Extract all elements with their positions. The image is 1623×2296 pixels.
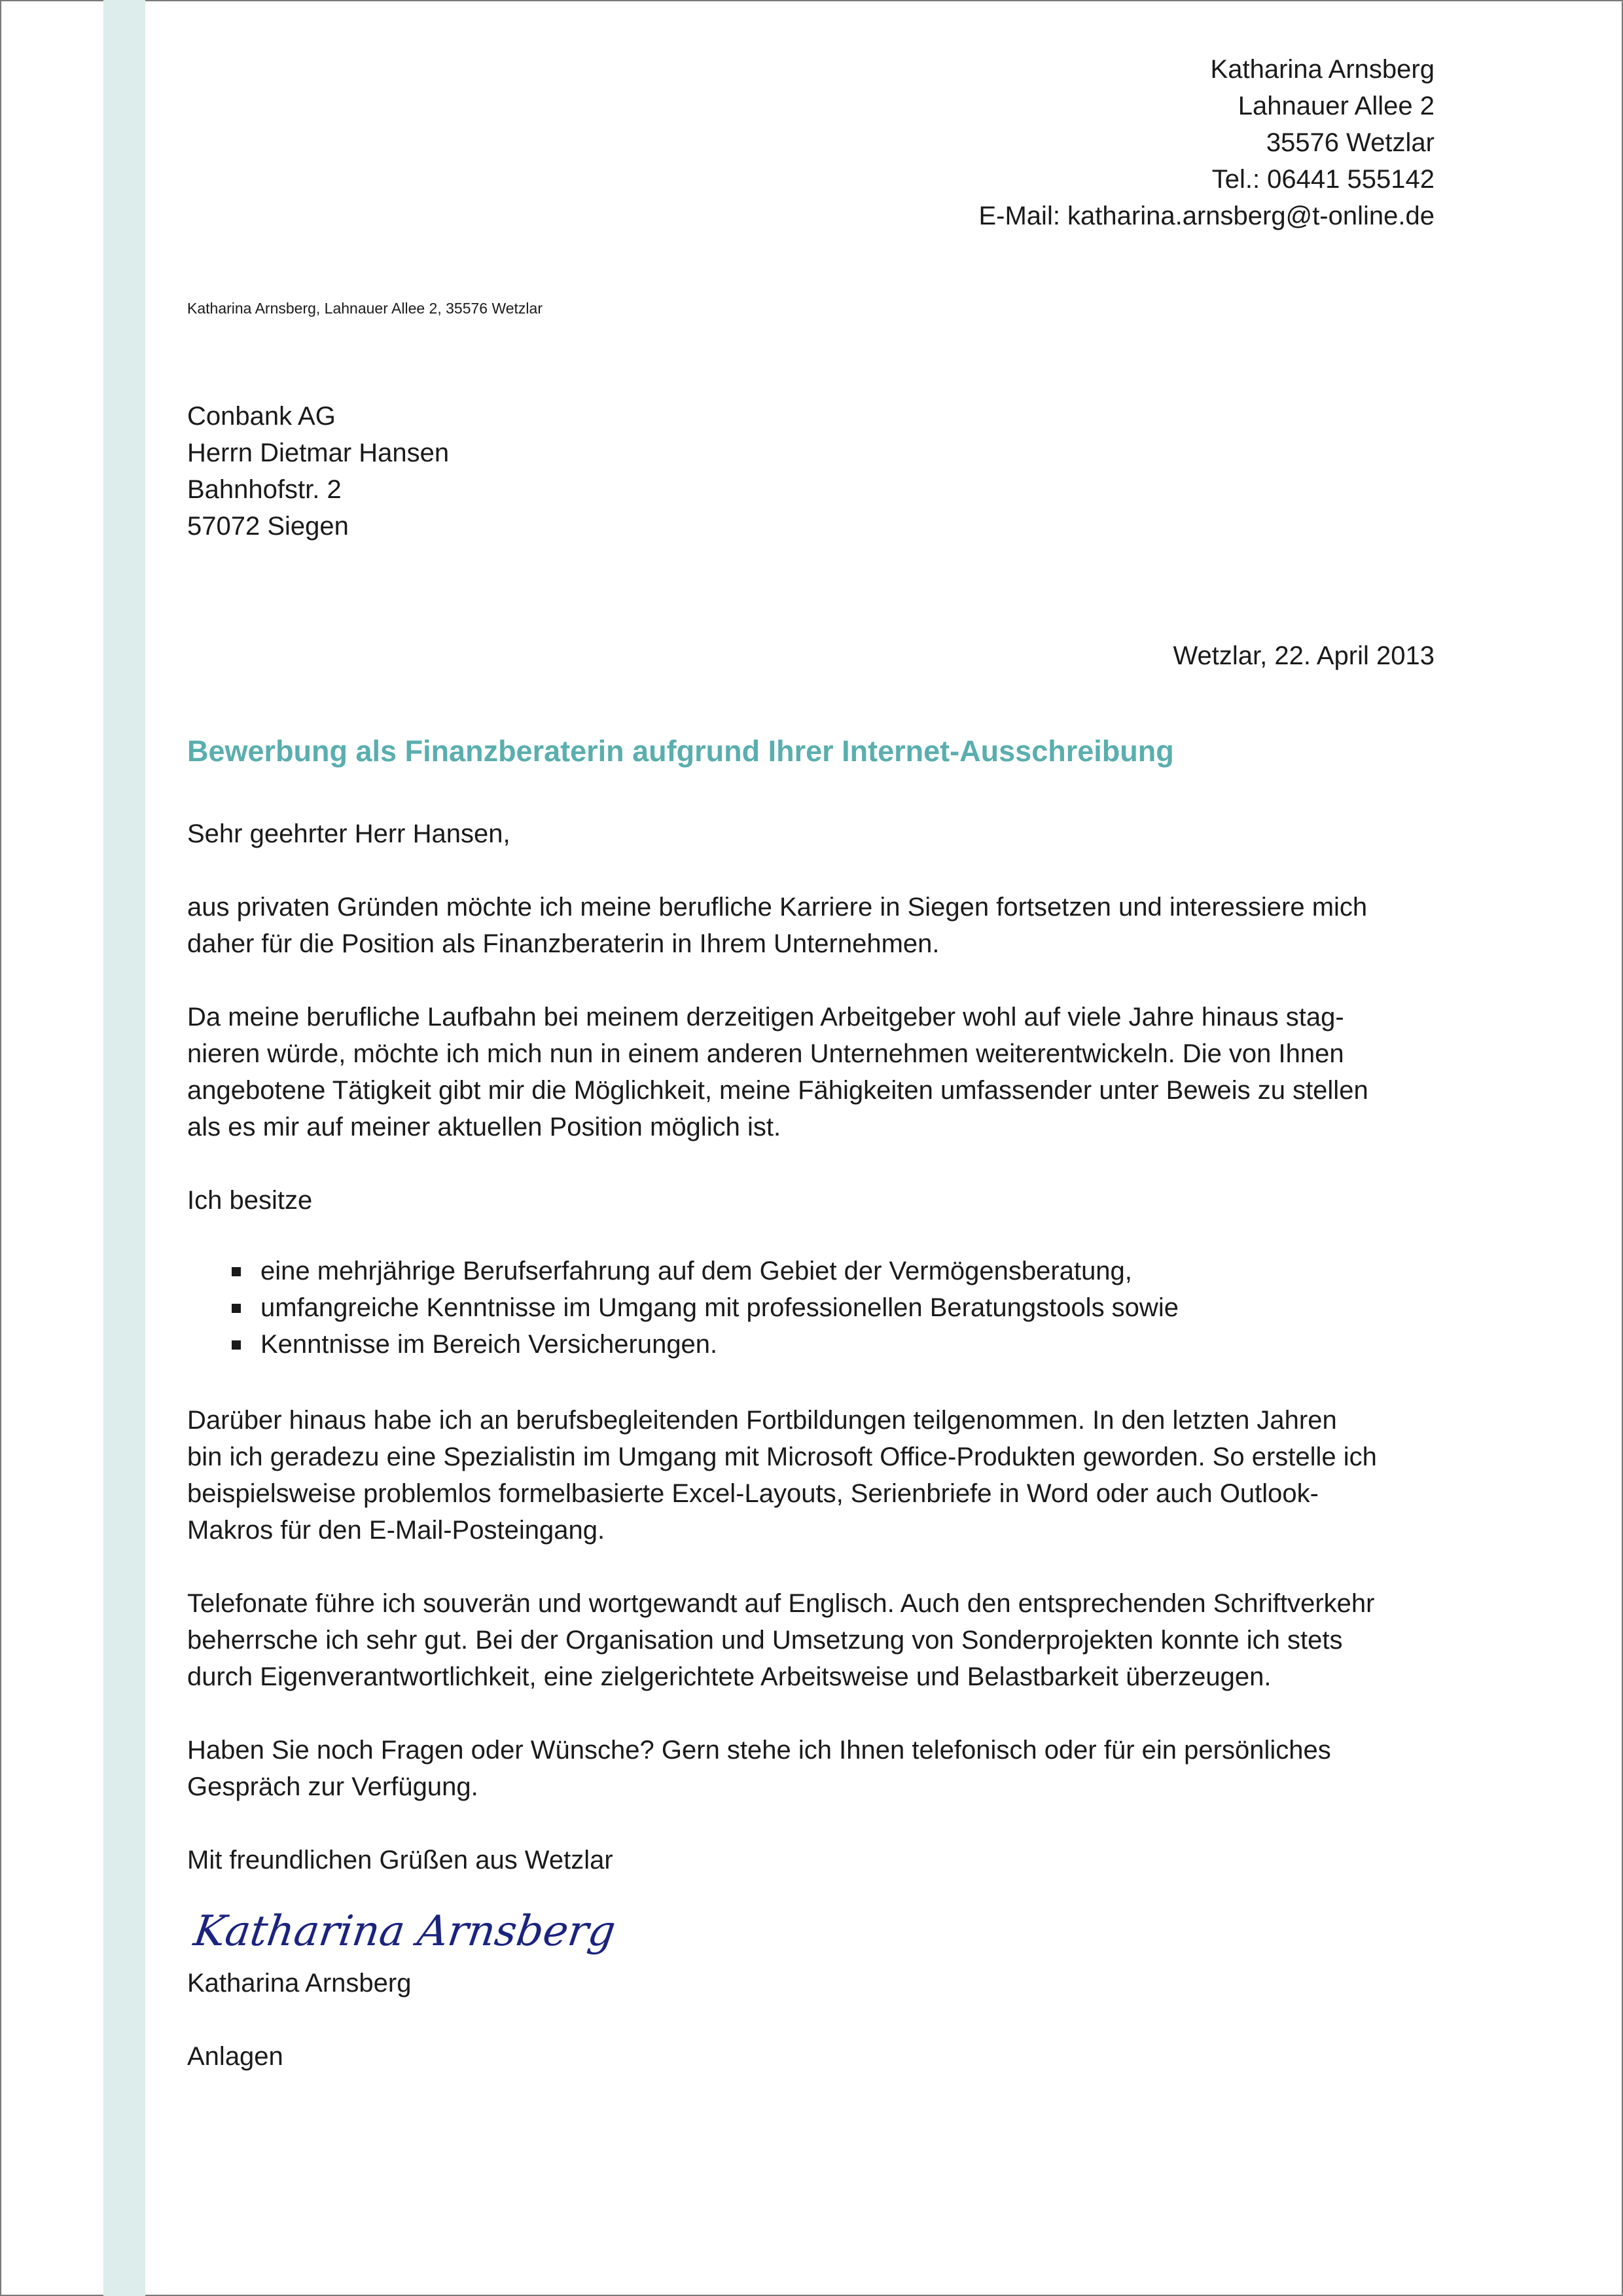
list-item-text: umfangreiche Kenntnisse im Umgang mit professionellen Beratungstools sowie: [260, 1293, 1179, 1322]
paragraph-line: beherrsche ich sehr gut. Bei der Organisation und Umsetzung von Sonderprojekten konnte ich stets: [187, 1626, 1343, 1655]
sender-name: Katharina Arnsberg: [1210, 55, 1435, 84]
paragraph-line: Da meine berufliche Laufbahn bei meinem derzeitigen Arbeitgeber wohl auf viele Jahre hinaus stag-: [187, 1003, 1344, 1031]
paragraph-2: [187, 999, 1450, 1145]
closing: Mit freundlichen Grüßen aus Wetzlar: [187, 1846, 613, 1874]
sender-city: 35576 Wetzlar: [1266, 128, 1435, 157]
qualification-list: [187, 1253, 1179, 1363]
recipient-person: Herrn Dietmar Hansen: [187, 439, 450, 467]
return-address-line: Katharina Arnsberg, Lahnauer Allee 2, 35576 Wetzlar: [187, 300, 543, 317]
salutation: Sehr geehrter Herr Hansen,: [187, 819, 510, 848]
paragraph-line: aus privaten Gründen möchte ich meine berufliche Karriere in Siegen fortsetzen und interessiere mich: [187, 893, 1368, 922]
paragraph-line: als es mir auf meiner aktuellen Position möglich ist.: [187, 1113, 781, 1141]
list-item-text: Kenntnisse im Bereich Versicherungen.: [260, 1330, 718, 1359]
recipient-city: 57072 Siegen: [187, 512, 349, 541]
paragraph-5: [187, 1585, 1450, 1695]
signed-name: Katharina Arnsberg: [187, 1969, 412, 1998]
paragraph-line: Ich besitze: [187, 1186, 313, 1215]
sender-street: Lahnauer Allee 2: [1238, 92, 1435, 120]
paragraph-4: [187, 1402, 1450, 1549]
paragraph-1: [187, 889, 1450, 962]
square-bullet-icon: [232, 1304, 241, 1313]
sender-phone: Tel.: 06441 555142: [1211, 165, 1435, 194]
paragraph-line: angebotene Tätigkeit gibt mir die Möglichkeit, meine Fähigkeiten umfassender unter Beweis zu stellen: [187, 1076, 1368, 1105]
recipient-company: Conbank AG: [187, 402, 336, 431]
paragraph-6: [187, 1732, 1450, 1805]
recipient-street: Bahnhofstr. 2: [187, 475, 342, 504]
paragraph-line: Haben Sie noch Fragen oder Wünsche? Gern stehe ich Ihnen telefonisch oder für ein persönliches: [187, 1736, 1331, 1765]
square-bullet-icon: [232, 1340, 241, 1350]
sender-block: [978, 51, 1435, 234]
decorative-side-stripe: [103, 0, 145, 2296]
paragraph-line: Telefonate führe ich souverän und wortgewandt auf Englisch. Auch den entsprechenden Schriftverkehr: [187, 1589, 1375, 1618]
paragraph-line: beispielsweise problemlos formelbasierte Excel-Layouts, Serienbriefe in Word oder auch Outlook-: [187, 1479, 1319, 1508]
paragraph-line: Gespräch zur Verfügung.: [187, 1772, 478, 1801]
list-item-text: eine mehrjährige Berufserfahrung auf dem Gebiet der Vermögensberatung,: [260, 1257, 1132, 1285]
paragraph-line: nieren würde, möchte ich mich nun in einem anderen Unternehmen weiterentwickeln. Die von Ihnen: [187, 1039, 1344, 1068]
paragraph-line: bin ich geradezu eine Spezialistin im Umgang mit Microsoft Office-Produkten geworden. So erstelle ich: [187, 1443, 1377, 1471]
list-item: [187, 1253, 1179, 1289]
handwritten-signature: [190, 1898, 619, 1964]
subject-line: Bewerbung als Finanzberaterin aufgrund Ihrer Internet-Ausschreibung: [187, 734, 1174, 768]
recipient-block: [187, 398, 449, 545]
paragraph-line: durch Eigenverantwortlichkeit, eine zielgerichtete Arbeitsweise und Belastbarkeit überzeugen.: [187, 1662, 1272, 1691]
signature-glyphs: Katharina Arnsberg: [190, 1907, 619, 1956]
paragraph-line: Darüber hinaus habe ich an berufsbegleitenden Fortbildungen teilgenommen. In den letzten Jahren: [187, 1406, 1337, 1435]
paragraph-line: daher für die Position als Finanzberaterin in Ihrem Unternehmen.: [187, 929, 940, 958]
enclosures-note: Anlagen: [187, 2042, 283, 2071]
list-item: [187, 1326, 1179, 1363]
paragraph-line: Makros für den E-Mail-Posteingang.: [187, 1516, 605, 1545]
sender-email: E-Mail: katharina.arnsberg@t-online.de: [978, 202, 1435, 230]
paragraph-3: [187, 1182, 1450, 1219]
letter-date: Wetzlar, 22. April 2013: [1173, 641, 1435, 670]
list-item: [187, 1289, 1179, 1326]
square-bullet-icon: [232, 1267, 241, 1276]
